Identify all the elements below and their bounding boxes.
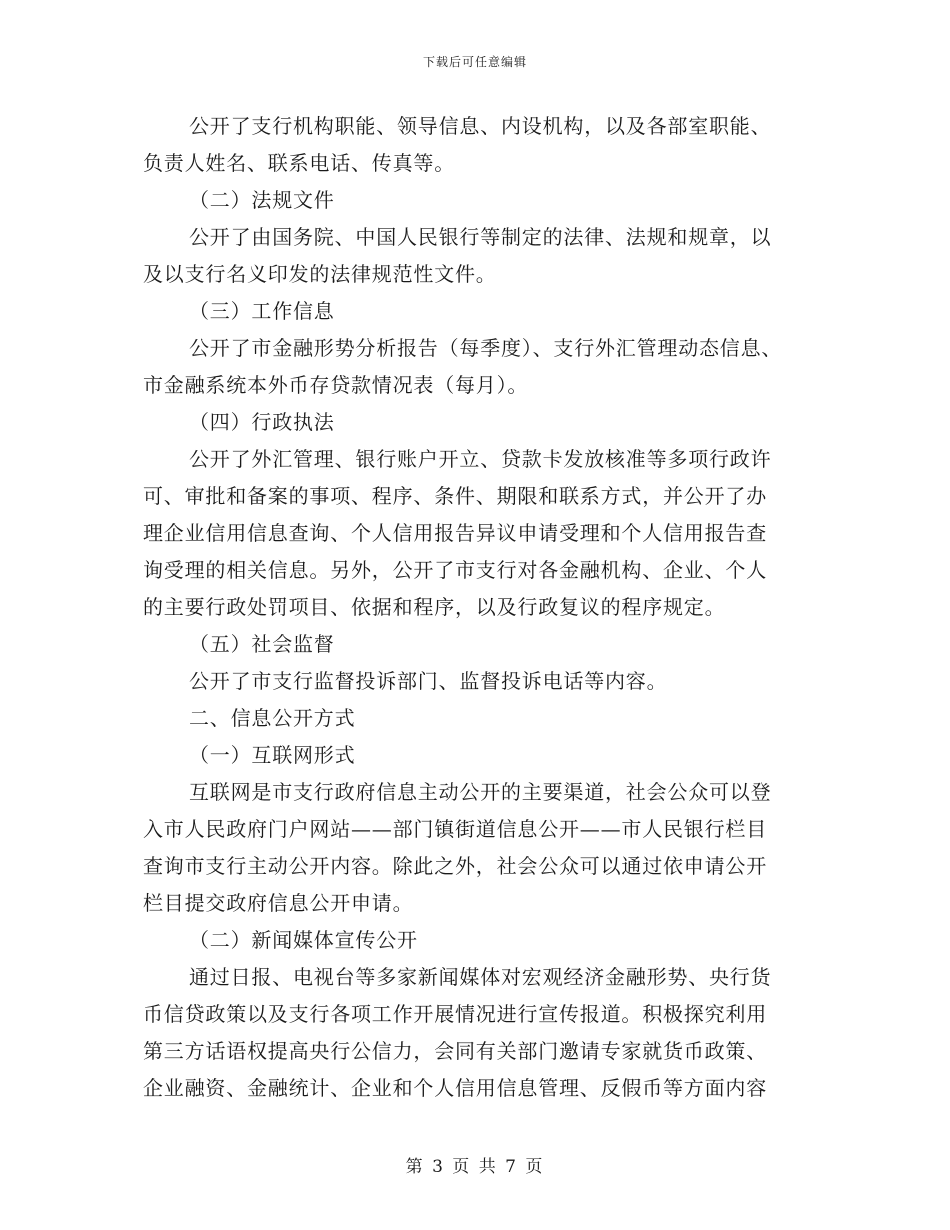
paragraph-line: 可、审批和备案的事项、程序、条件、期限和联系方式，并公开了办	[143, 484, 767, 508]
page-header: 下载后可任意编辑	[422, 55, 527, 69]
paragraph-line: 询受理的相关信息。另外，公开了市支行对各金融机构、企业、个人	[143, 558, 767, 582]
paragraph-line: 公开了市金融形势分析报告（每季度）、支行外汇管理动态信息、	[189, 336, 783, 360]
section-heading: （一）互联网形式	[189, 743, 356, 767]
section-heading: 二、信息公开方式	[189, 706, 356, 730]
paragraph-line: 通过日报、电视台等多家新闻媒体对宏观经济金融形势、央行货	[189, 965, 772, 989]
paragraph-line: 查询市支行主动公开内容。除此之外，社会公众可以通过依申请公开	[143, 854, 767, 878]
paragraph-line: 公开了市支行监督投诉部门、监督投诉电话等内容。	[189, 669, 668, 693]
section-heading: （三）工作信息	[189, 299, 335, 323]
section-heading: （五）社会监督	[189, 632, 335, 656]
paragraph-line: 理企业信用信息查询、个人信用报告异议申请受理和个人信用报告查	[143, 521, 767, 545]
section-heading: （二）法规文件	[189, 188, 335, 212]
paragraph-line: 公开了支行机构职能、领导信息、内设机构，以及各部室职能、	[189, 114, 772, 138]
paragraph-line: 互联网是市支行政府信息主动公开的主要渠道，社会公众可以登	[189, 780, 772, 804]
paragraph-line: 币信贷政策以及支行各项工作开展情况进行宣传报道。积极探究利用	[143, 1002, 767, 1026]
paragraph-line: 及以支行名义印发的法律规范性文件。	[143, 262, 497, 286]
paragraph-line: 第三方话语权提高央行公信力，会同有关部门邀请专家就货币政策、	[143, 1039, 767, 1063]
paragraph-line: 入市人民政府门户网站——部门镇街道信息公开——市人民银行栏目	[143, 817, 767, 841]
page-number: 第 3 页 共 7 页	[405, 1157, 545, 1177]
section-heading: （二）新闻媒体宣传公开	[189, 928, 418, 952]
paragraph-line: 的主要行政处罚项目、依据和程序，以及行政复议的程序规定。	[143, 595, 726, 619]
section-heading: （四）行政执法	[189, 410, 335, 434]
paragraph-line: 企业融资、金融统计、企业和个人信用信息管理、反假币等方面内容	[143, 1076, 767, 1100]
paragraph-line: 公开了由国务院、中国人民银行等制定的法律、法规和规章，以	[189, 225, 772, 249]
paragraph-line: 公开了外汇管理、银行账户开立、贷款卡发放核准等多项行政许	[189, 447, 772, 471]
paragraph-line: 负责人姓名、联系电话、传真等。	[143, 151, 455, 175]
paragraph-line: 栏目提交政府信息公开申请。	[143, 891, 414, 915]
document-body	[143, 108, 808, 1107]
paragraph-line: 市金融系统本外币存贷款情况表（每月）。	[143, 373, 529, 397]
